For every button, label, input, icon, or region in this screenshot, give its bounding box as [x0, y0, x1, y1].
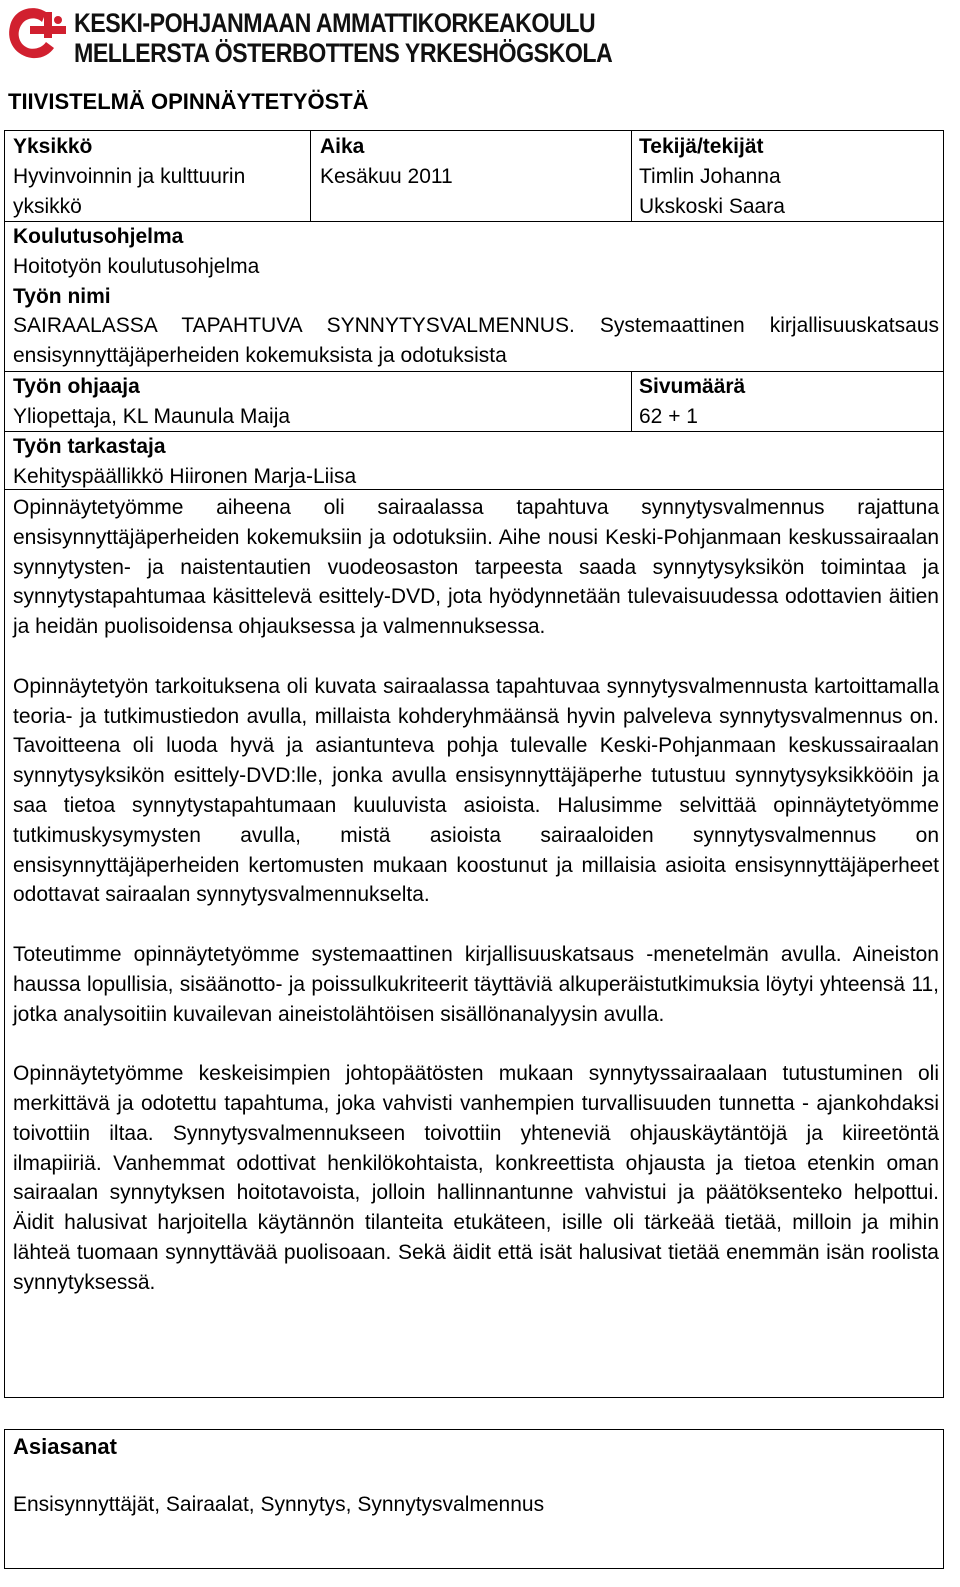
institution-name [74, 8, 612, 68]
author-name: Ukskoski Saara [639, 194, 785, 218]
pages-label: Sivumäärä [639, 375, 746, 398]
time-label: Aika [320, 135, 365, 158]
supervisor-label: Työn ohjaaja [13, 375, 140, 398]
unit-value-line2: yksikkö [13, 194, 82, 218]
abstract-paragraph: Opinnäytetyömme keskeisimpien johtopäätösten mukaan synnytyssairaalaan tutustuminen oli merkittävä ja odotettu tapahtuma, joka vahvisti vanhempien turvallisuuden tunnetta - ajankohdaksi toivottiin iltaa. Synnytysvalmennukseen toivottiin yhteneviä ohjauskäytäntöjä ja kiireetöntä ilmapiiriä. Vanhemmat odottivat henkilökohtaista, konkreettista ohjausta ja tietoa etenkin oman sairaalan synnytyksen hoitotavoista, jolloin hallinnantunne vahvistui ja päätöksenteko helpottui. Äidit halusivat harjoitella käytännön tilanteita etukäteen, isille oli tärkeää tietää, milloin ja mihin lähteä tuomaan synnyttävää puolisoaan. Sekä äidit että isät halusivat tietää enemmän isän roolista synnytyksessä. [13, 1062, 939, 1294]
examiner-label: Työn tarkastaja [13, 435, 166, 458]
pages-value: 62 + 1 [639, 404, 698, 428]
divider [631, 371, 632, 431]
university-logo-icon [4, 4, 68, 66]
divider [310, 131, 311, 221]
work-title-value: SAIRAALASSA TAPAHTUVA SYNNYTYSVALMENNUS. Systemaattinen kirjallisuuskatsaus ensisynnyttäjäperheiden kokemuksista ja odotuksista [13, 314, 939, 368]
examiner-cell [13, 432, 939, 492]
abstract-paragraph: Opinnäytetyön tarkoituksena oli kuvata sairaalassa tapahtuvaa synnytysvalmennusta kartoittamalla teoria- ja tutkimustiedon avulla, millaista kohderyhmäänsä hyvin palveleva synnytysvalmennus on. Tavoitteena oli luoda hyvä ja asiantunteva pohja tulevalle Keski-Pohjanmaan keskussairaalan synnytysyksikön esittely-DVD:lle, jonka avulla ensisynnyttäjäperhe tutustuu synnytysyksikkööin ja saa tietoa synnytystapahtumaan kuuluvista asioista. Halusimme selvittää opinnäytetyömme tutkimuskysymysten avulla, mistä asioista sairaaloiden synnytysvalmennus on ensisynnyttäjäperheiden kertomusten mukaan koostunut ja millaisia asioita ensisynnyttäjäperheet odottavat sairaalan synnytysvalmennukselta. [13, 674, 939, 907]
author-name: Timlin Johanna [639, 164, 781, 188]
programme-cell [13, 222, 939, 371]
time-cell [320, 132, 620, 192]
unit-label: Yksikkö [13, 135, 93, 158]
thesis-info-form [4, 130, 944, 1398]
examiner-value: Kehityspäällikkö Hiironen Marja-Liisa [13, 464, 357, 488]
abstract-body [13, 493, 939, 1298]
divider [631, 131, 632, 221]
keywords-box [4, 1429, 944, 1569]
programme-label: Koulutusohjelma [13, 225, 184, 248]
unit-value-line1: Hyvinvoinnin ja kulttuurin [13, 164, 246, 188]
institution-header [4, 4, 613, 70]
keywords-label: Asiasanat [13, 1434, 117, 1459]
time-value: Kesäkuu 2011 [320, 164, 453, 188]
authors-cell [639, 132, 939, 221]
institution-name-swedish: MELLERSTA ÖSTERBOTTENS YRKESHÖGSKOLA [74, 38, 613, 68]
keywords-value: Ensisynnyttäjät, Sairaalat, Synnytys, Synnytysvalmennus [13, 1493, 545, 1516]
supervisor-cell [13, 372, 623, 432]
pages-cell [639, 372, 939, 432]
abstract-paragraph: Toteutimme opinnäytetyömme systemaattinen kirjallisuuskatsaus -menetelmän avulla. Aineiston haussa lopullisia, sisäänotto- ja poissulkukriteerit täyttäviä alkuperäistutkimuksia löytyi yhteensä 11, jotka analysoitiin kuvailevan aineistolähtöisen sisällönanalyysin avulla. [13, 942, 939, 1026]
abstract-paragraph: Opinnäytetyömme aiheena oli sairaalassa tapahtuva synnytysvalmennus rajattuna ensisynnyttäjäperheiden kokemuksiin ja odotuksiin. Aihe nousi Keski-Pohjanmaan keskussairaalan synnytysten- ja naistentautien vuodeosaston tarpeesta saada synnytysyksikön toimintaa ja synnytystapahtumaa käsittelevä esittely-DVD, jota hyödynnetään tulevaisuudessa odottavien äitien ja heidän puolisoidensa ohjauksessa ja valmennuksessa. [13, 496, 939, 639]
authors-label: Tekijä/tekijät [639, 135, 764, 158]
supervisor-value: Yliopettaja, KL Maunula Maija [13, 404, 291, 428]
document-title: TIIVISTELMÄ OPINNÄYTETYÖSTÄ [8, 89, 369, 114]
unit-cell [13, 132, 303, 221]
institution-name-finnish: KESKI-POHJANMAAN AMMATTIKORKEAKOULU [74, 8, 596, 38]
work-title-label: Työn nimi [13, 284, 111, 308]
programme-value: Hoitotyön koulutusohjelma [13, 254, 260, 278]
